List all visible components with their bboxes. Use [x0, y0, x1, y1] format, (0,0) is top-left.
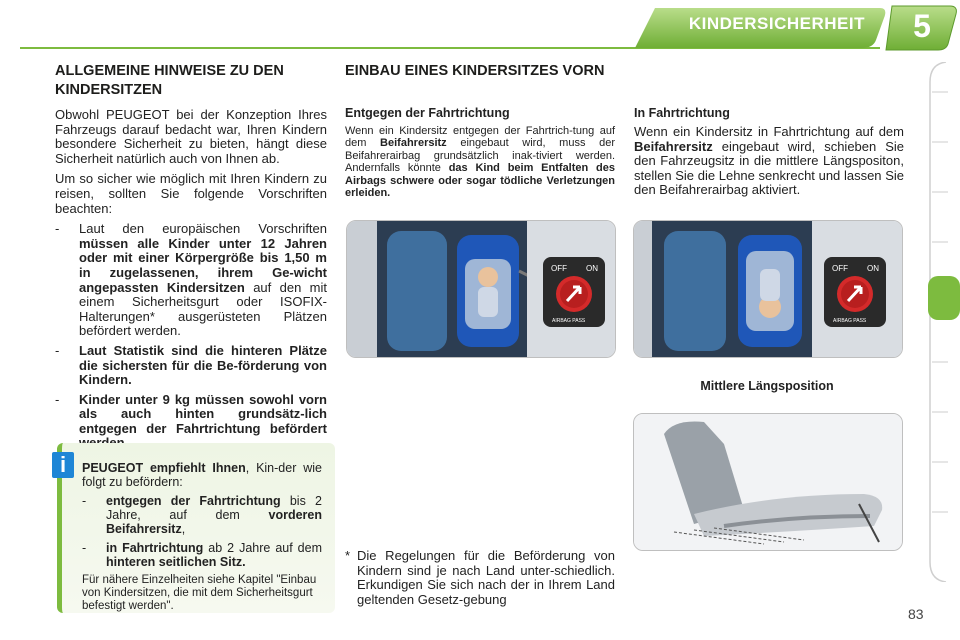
list-item: - Kinder unter 9 kg müssen sowohl vorn als auch hinten grundsätz-lich entgegen der Fahrtrichtung befördert [55, 391, 327, 436]
svg-text:ON: ON [867, 264, 879, 273]
seat-side-view [634, 414, 902, 550]
page-number: 83 [908, 606, 924, 622]
svg-text:ON: ON [586, 264, 598, 273]
rear-facing-text: Wenn ein Kindersitz entgegen der Fahrtrich-tung auf dem Beifahrersitz eingebaut wird, muss der Beifahrerairbag grundsätzlich inak-tiviert werden. Andernfalls könnte das Kind beim Entfalten des Airbags schwere oder sogar tödliche Verletzungen erleiden. [345, 125, 616, 200]
info-note: Für nähere Einzelheiten siehe Kapitel "Einbau von Kindersitzen, die mit dem Sicherheitsgurt befestigt werden". [82, 574, 317, 612]
active-chapter-tab [928, 276, 960, 320]
info-lead: PEUGEOT empfiehlt Ihnen, Kin-der wie folgt zu befördern: [82, 461, 322, 489]
forward-facing-seat-illustration [633, 220, 903, 358]
airbag-panel [824, 257, 886, 327]
car-interior-top-view [634, 221, 902, 357]
chapter-number: 5 [913, 8, 931, 44]
list-item: - Laut Statistik sind die hinteren Plätze die sichersten für die Be-förderung von Kindern. [55, 342, 327, 388]
child-figure [478, 267, 498, 287]
info-content [82, 461, 322, 613]
general-text [55, 108, 327, 456]
forward-facing-block [634, 106, 904, 198]
driver-seat [387, 231, 447, 351]
section-title-general: ALLGEMEINE HINWEISE ZU DEN KINDERSITZEN [55, 63, 284, 98]
svg-text:AIRBAG PASS: AIRBAG PASS [833, 318, 867, 324]
photo-caption: Mittlere Längsposition [700, 379, 834, 393]
general-paragraph-2: Um so sicher wie möglich mit Ihren Kindern zu reisen, sollten Sie folgende Vorschriften beachten: [55, 171, 327, 216]
airbag-panel [543, 257, 605, 327]
list-item: - Laut den europäischen Vorschriften müssen alle Kinder unter 12 Jahren oder mit einer Körpergröße bis 1,50 m in zugelassenen, ihrem Ge-wicht angepassten Kindersitzen auf den mit einem Sicherheitsgurt oder ISOFIX-Halterungen* ausgerüsteten Plätzen befördert werden. [55, 221, 327, 339]
general-paragraph-1: Obwohl PEUGEOT bei der Konzeption Ihres Fahrzeugs darauf bedacht war, Ihren Kindern besondere Sicherheit zu bieten, hängt diese Sicherheit natürlich auch von Ihnen ab. [55, 107, 327, 166]
forward-facing-heading: In Fahrtrichtung [634, 106, 730, 120]
info-list-item: - in Fahrtrichtung ab 2 Jahre auf dem hinteren seitlichen Sitz. [82, 541, 322, 569]
forward-facing-text: Wenn ein Kindersitz in Fahrtrichtung auf dem Beifahrersitz eingebaut wird, schieben Sie den Fahrzeugsitz in die mittlere Längspositon, stellen Sie die Lehne senkrecht und lassen Sie den Beifahrerairbag aktiviert. [634, 124, 904, 198]
driver-seat [664, 231, 726, 351]
rear-facing-block [345, 106, 615, 199]
section-title-install: EINBAU EINES KINDERSITZES VORN [345, 63, 605, 79]
chapter-edge-tabs [928, 62, 960, 582]
svg-text:OFF: OFF [551, 264, 567, 273]
info-icon: i [52, 452, 74, 478]
car-interior-top-view [347, 221, 615, 357]
rear-facing-seat-illustration [346, 220, 616, 358]
footnote: * Die Regelungen für die Beförderung von Kindern sind je nach Land unter-schiedlich. Erkundigen Sie sich nach der in Ihrem Land geltenden Gesetz-gebung [345, 548, 615, 607]
rear-facing-heading: Entgegen der Fahrtrichtung [345, 106, 510, 120]
seat-side-illustration [633, 413, 903, 551]
svg-text:AIRBAG PASS: AIRBAG PASS [552, 318, 586, 324]
svg-text:OFF: OFF [832, 264, 848, 273]
header-title: KINDERSICHERHEIT [688, 14, 865, 33]
info-list-item: - entgegen der Fahrtrichtung bis 2 Jahre, auf dem vorderen Beifahrersitz, [82, 494, 322, 536]
